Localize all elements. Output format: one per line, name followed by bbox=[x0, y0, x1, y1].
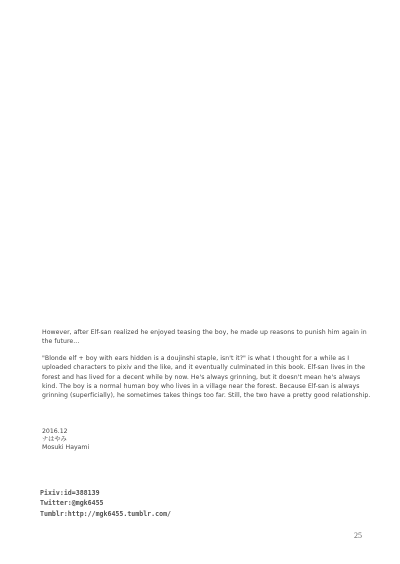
signoff-name-japanese: ナはやみ bbox=[42, 436, 67, 443]
signoff-name-romanized: Mosuki Hayami bbox=[42, 444, 90, 451]
afterword-paragraph-1: However, after Elf-san realized he enjoyed teasing the boy, he made up reasons to punish him again in the future... bbox=[42, 329, 367, 346]
page-number: 25 bbox=[354, 531, 362, 540]
author-signoff bbox=[42, 428, 89, 452]
signoff-date: 2016.12 bbox=[42, 428, 68, 435]
tumblr-link: Tumblr:http://mgk6455.tumblr.com/ bbox=[40, 509, 172, 518]
contact-links bbox=[40, 488, 171, 519]
afterword-paragraph-2: "Blonde elf + boy with ears hidden is a doujinshi staple, isn't it?" is what I thought for a while as I uploaded characters to pixiv and the like, and it eventually culminated in this book. Elf-san lives in the forest and has lived for a decent while by now. He's always grinning, but it doesn't mean he's always kind. The boy is a normal human boy who lives in a village near the forest. Because Elf-san is always grinning (superficially), he sometimes takes things too far. Still, the two have a pretty good relationship. bbox=[42, 354, 371, 400]
pixiv-link: Pixiv:id=388139 bbox=[40, 489, 100, 497]
afterword-text bbox=[42, 328, 372, 408]
twitter-link: Twitter:@mgk6455 bbox=[40, 499, 104, 508]
